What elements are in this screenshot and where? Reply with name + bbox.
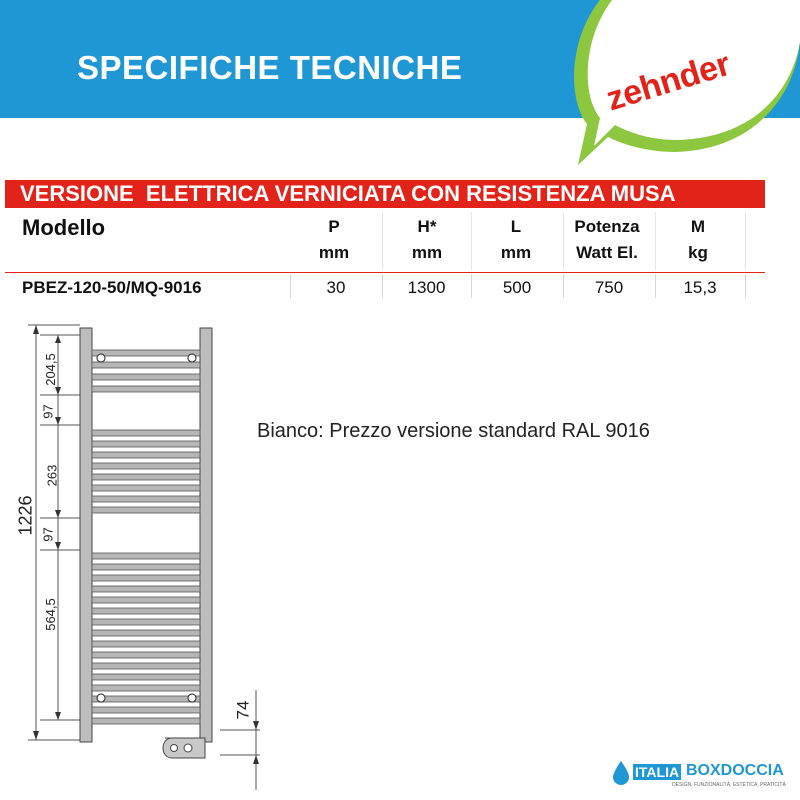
column-header-l-unit: mm (500, 243, 532, 262)
column-header-mass-unit: kg (688, 243, 708, 262)
page-title: SPECIFICHE TECNICHE (77, 49, 463, 86)
column-header-l: L (510, 217, 522, 236)
table-cell-p: 30 (326, 278, 346, 297)
brand-name: BOXDOCCIA (686, 762, 784, 779)
header-divider (655, 212, 656, 270)
column-header-mass: M (690, 217, 706, 236)
column-header-power: Potenza (574, 217, 640, 236)
table-cell-mass: 15,3 (683, 278, 717, 297)
table-cell-model: PBEZ-120-50/MQ-9016 (22, 278, 202, 297)
table-cell-l: 500 (502, 278, 532, 297)
column-header-h: H* (417, 217, 437, 236)
header-divider (471, 212, 472, 270)
table-cell-h: 1300 (407, 278, 446, 297)
column-header-h-unit: mm (411, 243, 443, 262)
water-drop-icon (611, 760, 631, 786)
column-header-p-unit: mm (318, 243, 350, 262)
column-header-power-unit: Watt El. (576, 243, 638, 262)
header-divider (563, 212, 564, 270)
dimension-bottom-gap: 74 (233, 700, 253, 720)
table-row-divider (5, 272, 765, 273)
header-divider (745, 212, 746, 270)
column-header-p: P (328, 217, 340, 236)
brand-prefix: ITALIA (635, 764, 680, 780)
brand-tagline: DESIGN, FUNZIONALITÀ, ESTETICA, PRATICITÀ (672, 782, 786, 788)
column-header-model: Modello (22, 215, 106, 240)
dimension-total-height: 1226 (15, 495, 36, 536)
dimension-segment-3: 263 (44, 464, 60, 487)
color-note: Bianco: Prezzo versione standard RAL 9016 (257, 420, 650, 442)
dimension-segment-4: 97 (40, 527, 56, 542)
table-cell-power: 750 (594, 278, 624, 297)
dimension-segment-2: 97 (40, 404, 56, 419)
dimension-segment-1: 204,5 (42, 353, 58, 386)
dimension-segment-5: 564,5 (42, 598, 58, 631)
cell-divider (745, 274, 746, 298)
version-label: VERSIONE ELETTRICA VERNICIATA CON RESISTENZA MUSA (20, 181, 676, 206)
header-divider (382, 212, 383, 270)
zehnder-logo-text: zehnder (602, 44, 735, 119)
